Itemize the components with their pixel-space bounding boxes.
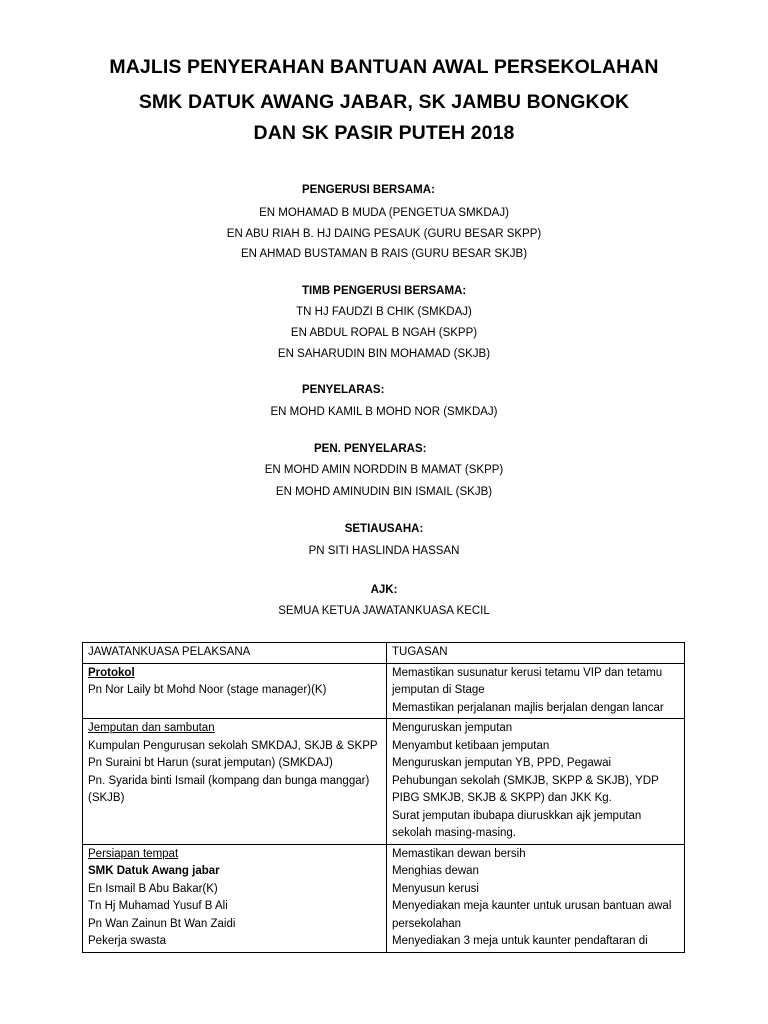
timb-pengerusi-name: EN SAHARUDIN BIN MOHAMAD (SKJB) — [277, 348, 491, 360]
task-cell — [387, 719, 685, 845]
task-item: Memastikan perjalanan majlis berjalan dengan lancar — [392, 701, 664, 714]
task-item: Menyusun kerusi — [392, 882, 479, 895]
document-title-line-1: MAJLIS PENYERAHAN BANTUAN AWAL PERSEKOLAHAN — [109, 56, 659, 78]
committee-member: Pn. Syarida binti Ismail (kompang dan bunga manggar) (SKJB) — [88, 774, 370, 804]
task-item: Memastikan dewan bersih — [392, 847, 526, 860]
pen-penyelaras-name: EN MOHD AMIN NORDDIN B MAMAT (SKPP) — [264, 464, 504, 476]
pen-penyelaras-name: EN MOHD AMINUDIN BIN ISMAIL (SKJB) — [275, 486, 493, 498]
task-item: Surat jemputan ibubapa diuruskkan ajk jemputan sekolah masing-masing. — [392, 809, 642, 839]
column-header: JAWATANKUASA PELAKSANA — [83, 643, 387, 664]
committee-member: Pekerja swasta — [88, 935, 166, 947]
task-item: Memastikan susunatur kerusi tetamu VIP dan tetamu jemputan di Stage — [392, 666, 663, 696]
table-row — [83, 844, 685, 952]
committee-cell — [83, 844, 387, 952]
committee-cell — [83, 663, 387, 719]
committee-member: Kumpulan Pengurusan sekolah SMKDAJ, SKJB & SKPP — [88, 739, 378, 752]
ajk-heading: AJK: — [370, 584, 398, 596]
task-item: Menghias dewan — [392, 865, 479, 877]
task-item: Menyambut ketibaan jemputan — [392, 739, 550, 752]
committee-member: Pn Wan Zainun Bt Wan Zaidi — [88, 917, 236, 930]
task-cell — [387, 663, 685, 719]
pengerusi-name: EN MOHAMAD B MUDA (PENGETUA SMKDAJ) — [259, 207, 509, 219]
task-item: Menyediakan meja kaunter untuk urusan bantuan awal persekolahan — [392, 900, 672, 930]
task-cell — [387, 844, 685, 952]
ajk-name: SEMUA KETUA JAWATANKUASA KECIL — [278, 605, 490, 617]
committee-member: Pn Suraini bt Harun (surat jemputan) (SMKDAJ) — [88, 757, 333, 769]
committee-subheading: SMK Datuk Awang jabar — [88, 865, 220, 877]
penyelaras-name: EN MOHD KAMIL B MOHD NOR (SMKDAJ) — [270, 406, 498, 418]
document-title-line-3: DAN SK PASIR PUTEH 2018 — [253, 122, 515, 144]
task-item: Menguruskan jemputan — [392, 722, 513, 734]
penyelaras-heading: PENYELARAS: — [302, 384, 385, 396]
timb-pengerusi-name: EN ABDUL ROPAL B NGAH (SKPP) — [290, 327, 478, 339]
pengerusi-name: EN AHMAD BUSTAMAN B RAIS (GURU BESAR SKJB) — [240, 248, 528, 260]
page-bottom-margin — [0, 960, 768, 1024]
table-header-row — [83, 643, 685, 664]
timb-pengerusi-heading: TIMB PENGERUSI BERSAMA: — [302, 285, 467, 297]
pen-penyelaras-heading: PEN. PENYELARAS: — [314, 443, 427, 455]
committee-member: Pn Nor Laily bt Mohd Noor (stage manager)(K) — [88, 684, 327, 696]
committee-name: Persiapan tempat — [88, 847, 179, 860]
committee-member: Tn Hj Muhamad Yusuf B Ali — [88, 900, 228, 912]
committee-name: Jemputan dan sambutan — [88, 722, 215, 734]
task-item: Menyediakan 3 meja untuk kaunter pendaftaran di — [392, 935, 648, 947]
table-row — [83, 719, 685, 845]
committee-member: En Ismail B Abu Bakar(K) — [88, 882, 218, 895]
pengerusi-name: EN ABU RIAH B. HJ DAING PESAUK (GURU BESAR SKPP) — [226, 228, 542, 240]
document-title-line-2: SMK DATUK AWANG JABAR, SK JAMBU BONGKOK — [138, 91, 630, 113]
column-header: TUGASAN — [387, 643, 685, 664]
committee-table — [82, 642, 685, 953]
task-item: Menguruskan jemputan YB, PPD, Pegawai Pehubungan sekolah (SMKJB, SKPP & SKJB), YDP PIBG SMKJB, SKJB & SKPP) dan JKK Kg. — [392, 757, 659, 804]
table-row — [83, 663, 685, 719]
setiausaha-heading: SETIAUSAHA: — [344, 523, 424, 535]
timb-pengerusi-name: TN HJ FAUDZI B CHIK (SMKDAJ) — [296, 306, 472, 318]
setiausaha-name: PN SITI HASLINDA HASSAN — [308, 545, 460, 557]
committee-cell — [83, 719, 387, 845]
pengerusi-heading: PENGERUSI BERSAMA: — [302, 184, 435, 196]
committee-name: Protokol — [88, 666, 135, 679]
